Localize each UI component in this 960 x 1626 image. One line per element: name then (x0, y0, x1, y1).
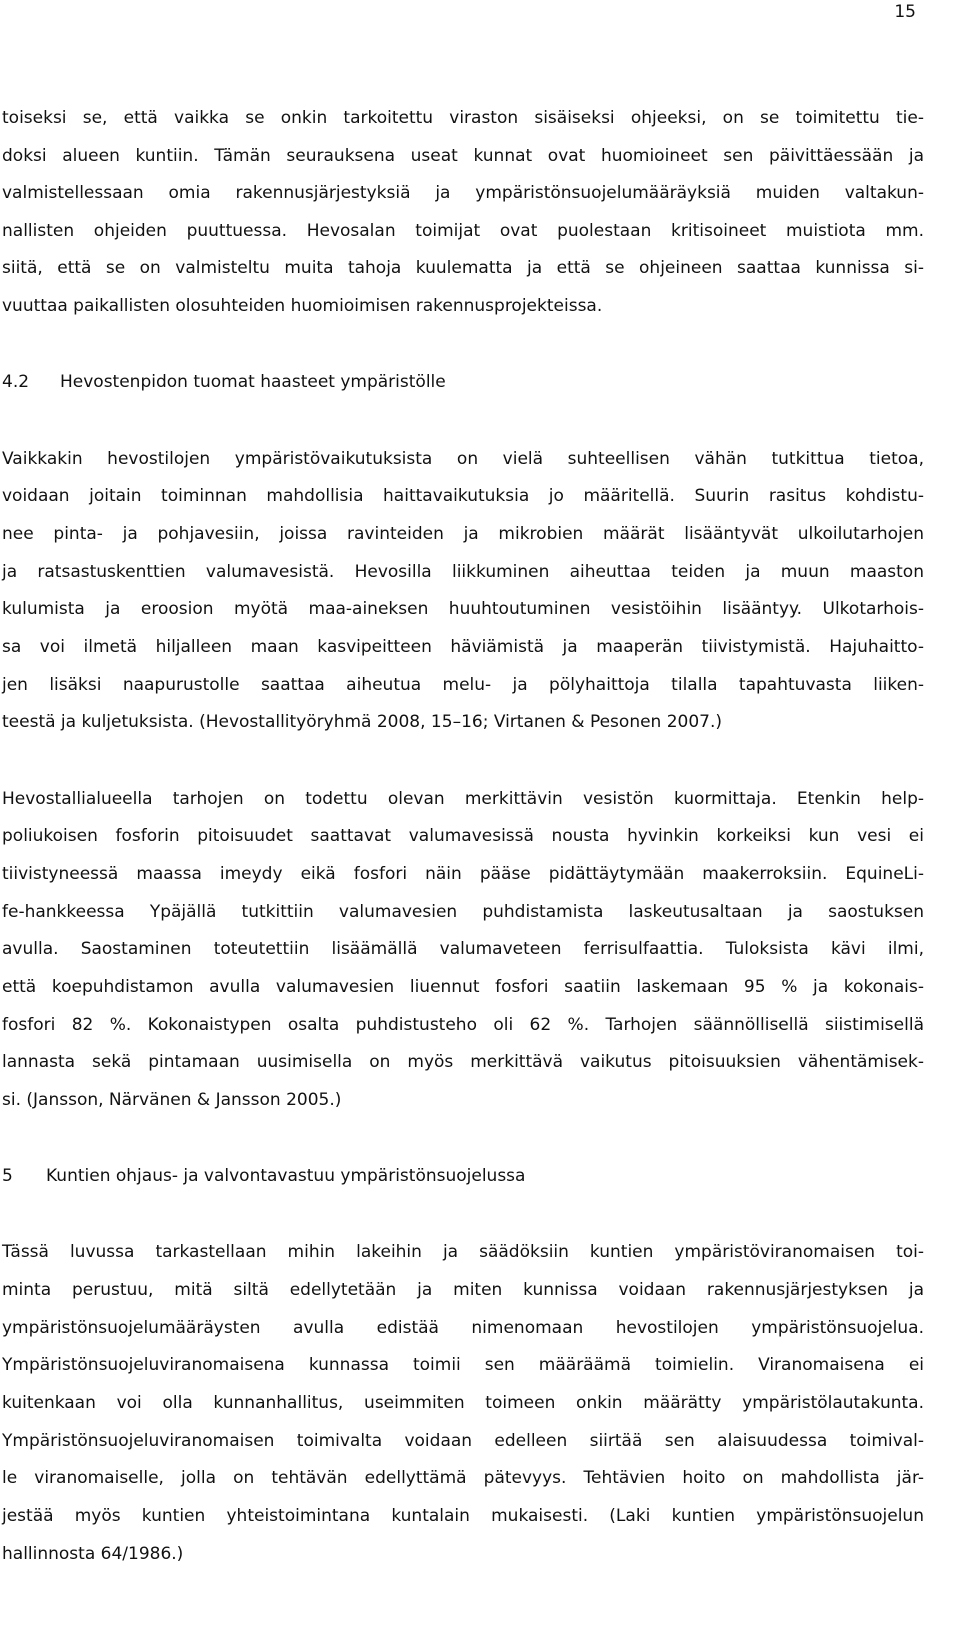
paragraph-2-line: voidaan joitain toiminnan mahdollisia haittavaikutuksia jo määritellä. Suurin rasitus kohdistu- (2, 486, 924, 506)
paragraph-2-line: sa voi ilmetä hiljalleen maan kasvipeitteen häviämistä ja maaperän tiivistymistä. Hajuhaitto- (2, 637, 924, 657)
paragraph-1-line: toiseksi se, että vaikka se onkin tarkoitettu viraston sisäiseksi ohjeeksi, on se toimitettu tie- (2, 108, 924, 128)
section-number: 4.2 (2, 372, 30, 392)
paragraph-3-line: poliukoisen fosforin pitoisuudet saattavat valumavesissä nousta hyvinkin korkeiksi kun vesi ei (2, 826, 924, 846)
paragraph-4-line: kuitenkaan voi olla kunnanhallitus, useimmiten toimeen onkin määrätty ympäristölautakunta. (2, 1393, 924, 1413)
paragraph-1-line: siitä, että se on valmisteltu muita tahoja kuulematta ja että se ohjeineen saattaa kunnissa si- (2, 258, 924, 278)
section-heading-4-2 (2, 371, 446, 393)
paragraph-3-line: fosfori 82 %. Kokonaistypen osalta puhdistusteho oli 62 %. Tarhojen säännöllisellä siistimisellä (2, 1015, 924, 1035)
paragraph-3-line: si. (Jansson, Närvänen & Jansson 2005.) (2, 1090, 342, 1110)
paragraph-1-line: doksi alueen kuntiin. Tämän seurauksena useat kunnat ovat huomioineet sen päivittäessään ja (2, 146, 924, 166)
paragraph-4-line: jestää myös kuntien yhteistoimintana kuntalain mukaisesti. (Laki kuntien ympäristönsuojelun (2, 1506, 924, 1526)
paragraph-4-line: minta perustuu, mitä siltä edellytetään ja miten kunnissa voidaan rakennusjärjestyksen ja (2, 1280, 924, 1300)
paragraph-3-line: fe-hankkeessa Ypäjällä tutkittiin valumavesien puhdistamista laskeutusaltaan ja saostuksen (2, 902, 924, 922)
paragraph-2-line: ja ratsastuskenttien valumavesistä. Hevosilla liikkuminen aiheuttaa teiden ja muun maaston (2, 562, 924, 582)
section-title: Hevostenpidon tuomat haasteet ympäristölle (60, 372, 446, 392)
section-number: 5 (2, 1166, 13, 1186)
paragraph-1-line: vuuttaa paikallisten olosuhteiden huomioimisen rakennusprojekteissa. (2, 296, 603, 316)
paragraph-3-line: avulla. Saostaminen toteutettiin lisäämällä valumaveteen ferrisulfaattia. Tuloksista kävi ilmi, (2, 939, 924, 959)
paragraph-4-line: ympäristönsuojelumääräysten avulla edistää nimenomaan hevostilojen ympäristönsuojelua. (2, 1318, 924, 1338)
paragraph-3-line: että koepuhdistamon avulla valumavesien liuennut fosfori saatiin laskemaan 95 % ja kokonais- (2, 977, 924, 997)
paragraph-3-line: Hevostallialueella tarhojen on todettu olevan merkittävin vesistön kuormittaja. Etenkin help- (2, 789, 924, 809)
paragraph-1-line: valmistellessaan omia rakennusjärjestyksiä ja ympäristönsuojelumääräyksiä muiden valtakun- (2, 183, 924, 203)
paragraph-2-line: jen lisäksi naapurustolle saattaa aiheutua melu- ja pölyhaittoja tilalla tapahtuvasta liiken- (2, 675, 924, 695)
paragraph-2-line: teestä ja kuljetuksista. (Hevostallityöryhmä 2008, 15–16; Virtanen & Pesonen 2007.) (2, 712, 723, 732)
paragraph-4-line: Tässä luvussa tarkastellaan mihin lakeihin ja säädöksiin kuntien ympäristöviranomaisen toi- (2, 1242, 924, 1262)
section-heading-5 (2, 1165, 525, 1187)
page-number: 15 (894, 2, 916, 22)
paragraph-3-line: lannasta sekä pintamaan uusimisella on myös merkittävä vaikutus pitoisuuksien vähentämisek- (2, 1052, 924, 1072)
paragraph-3-line: tiivistyneessä maassa imeydy eikä fosfori näin pääse pidättäytymään maakerroksiin. EquineLi- (2, 864, 924, 884)
paragraph-2-line: kulumista ja eroosion myötä maa-aineksen huuhtoutuminen vesistöihin lisääntyy. Ulkotarhois- (2, 599, 924, 619)
paragraph-4-line: hallinnosta 64/1986.) (2, 1544, 184, 1564)
paragraph-4-line: Ympäristönsuojeluviranomaisen toimivalta voidaan edelleen siirtää sen alaisuudessa toimival- (2, 1431, 924, 1451)
section-title: Kuntien ohjaus- ja valvontavastuu ympäristönsuojelussa (46, 1166, 526, 1186)
paragraph-4-line: Ympäristönsuojeluviranomaisena kunnassa toimii sen määräämä toimielin. Viranomaisena ei (2, 1355, 924, 1375)
paragraph-4-line: le viranomaiselle, jolla on tehtävän edellyttämä pätevyys. Tehtävien hoito on mahdollista jär- (2, 1468, 924, 1488)
paragraph-1-line: nallisten ohjeiden puuttuessa. Hevosalan toimijat ovat puolestaan kritisoineet muistiota mm. (2, 221, 924, 241)
paragraph-2-line: Vaikkakin hevostilojen ympäristövaikutuksista on vielä suhteellisen vähän tutkittua tietoa, (2, 449, 924, 469)
paragraph-2-line: nee pinta- ja pohjavesiin, joissa ravinteiden ja mikrobien määrät lisääntyvät ulkoilutarhojen (2, 524, 924, 544)
